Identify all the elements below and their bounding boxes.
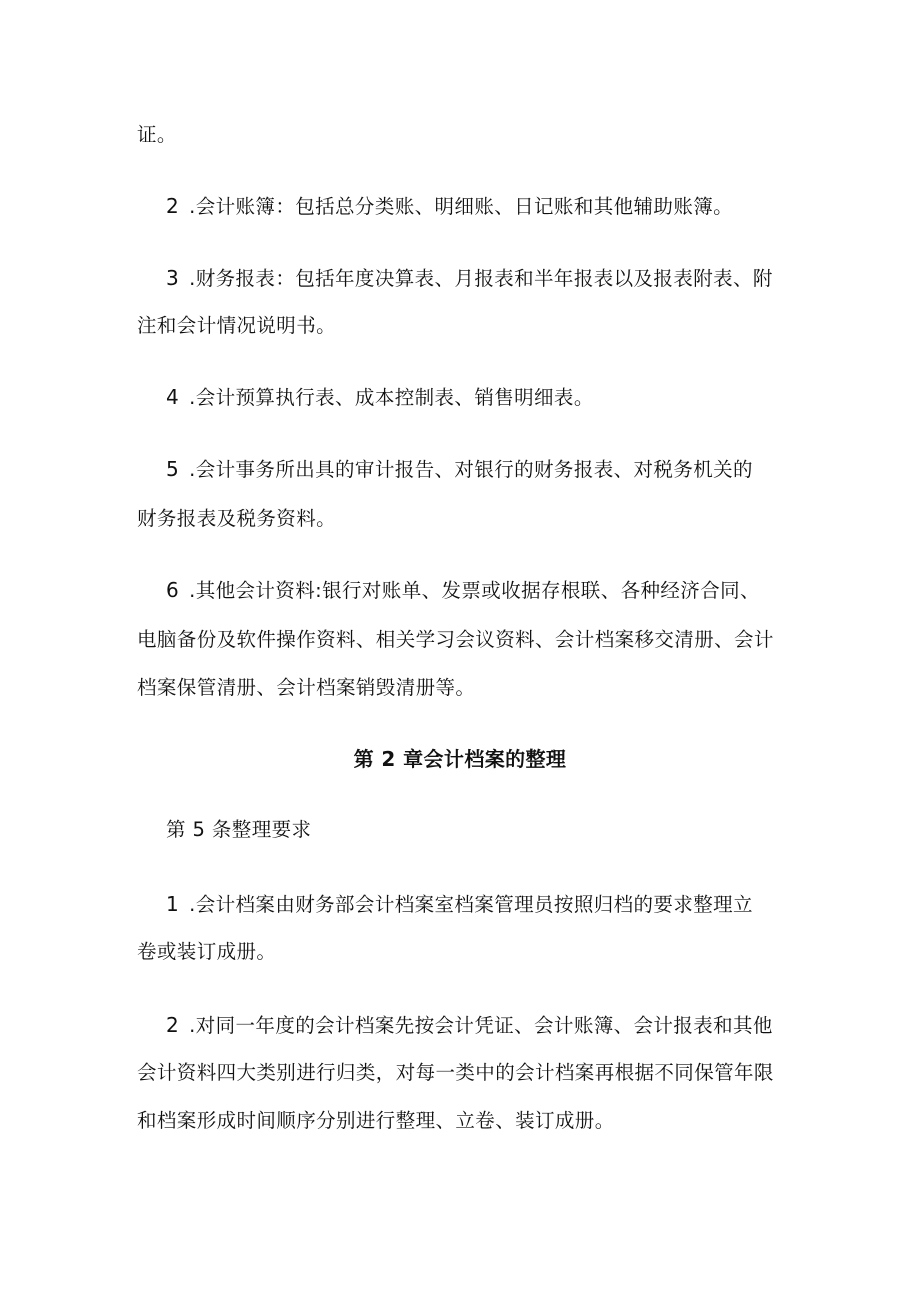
paragraph-line: 会计资料四大类别进行归类，对每一类中的会计档案再根据不同保管年限 [137, 1061, 774, 1084]
item-number: 2 [166, 1013, 180, 1037]
item-number: 6 [166, 578, 180, 602]
paragraph-line: 证。 [137, 123, 177, 146]
paragraph-line: 和档案形成时间顺序分别进行整理、立卷、装订成册。 [137, 1109, 615, 1132]
item-number: 5 [166, 457, 180, 481]
item-number: 3 [166, 266, 180, 290]
list-item-financial-statements: 3 .财务报表：包括年度决算表、月报表和半年报表以及报表附表、附 [166, 266, 773, 290]
paragraph-line: 注和会计情况说明书。 [137, 314, 337, 337]
item-number: 2 [166, 194, 180, 218]
list-item-classification: 2 .对同一年度的会计档案先按会计凭证、会计账簿、会计报表和其他 [166, 1013, 773, 1037]
paragraph-line: 电脑备份及软件操作资料、相关学习会议资料、会计档案移交清册、会计 [137, 628, 774, 651]
list-item-budget-tables: 4 .会计预算执行表、成本控制表、销售明细表。 [166, 385, 594, 409]
paragraph-line: 卷或装订成册。 [137, 940, 277, 963]
list-item-archive-arrangement: 1 .会计档案由财务部会计档案室档案管理员按照归档的要求整理立 [166, 892, 753, 916]
list-item-audit-reports: 5 .会计事务所出具的审计报告、对银行的财务报表、对税务机关的 [166, 457, 753, 481]
paragraph-line: 财务报表及税务资料。 [137, 507, 337, 530]
list-item-accounting-books: 2 .会计账簿：包括总分类账、明细账、日记账和其他辅助账簿。 [166, 194, 734, 218]
chapter-heading: 第 2 章会计档案的整理 [353, 747, 567, 771]
item-number: 4 [166, 385, 180, 409]
item-number: 1 [166, 892, 180, 916]
paragraph-line: 档案保管清册、会计档案销毁清册等。 [137, 676, 476, 699]
article-title: 第 5 条整理要求 [166, 818, 312, 841]
list-item-other-materials: 6 .其他会计资料:银行对账单、发票或收据存根联、各种经济合同、 [166, 578, 760, 602]
